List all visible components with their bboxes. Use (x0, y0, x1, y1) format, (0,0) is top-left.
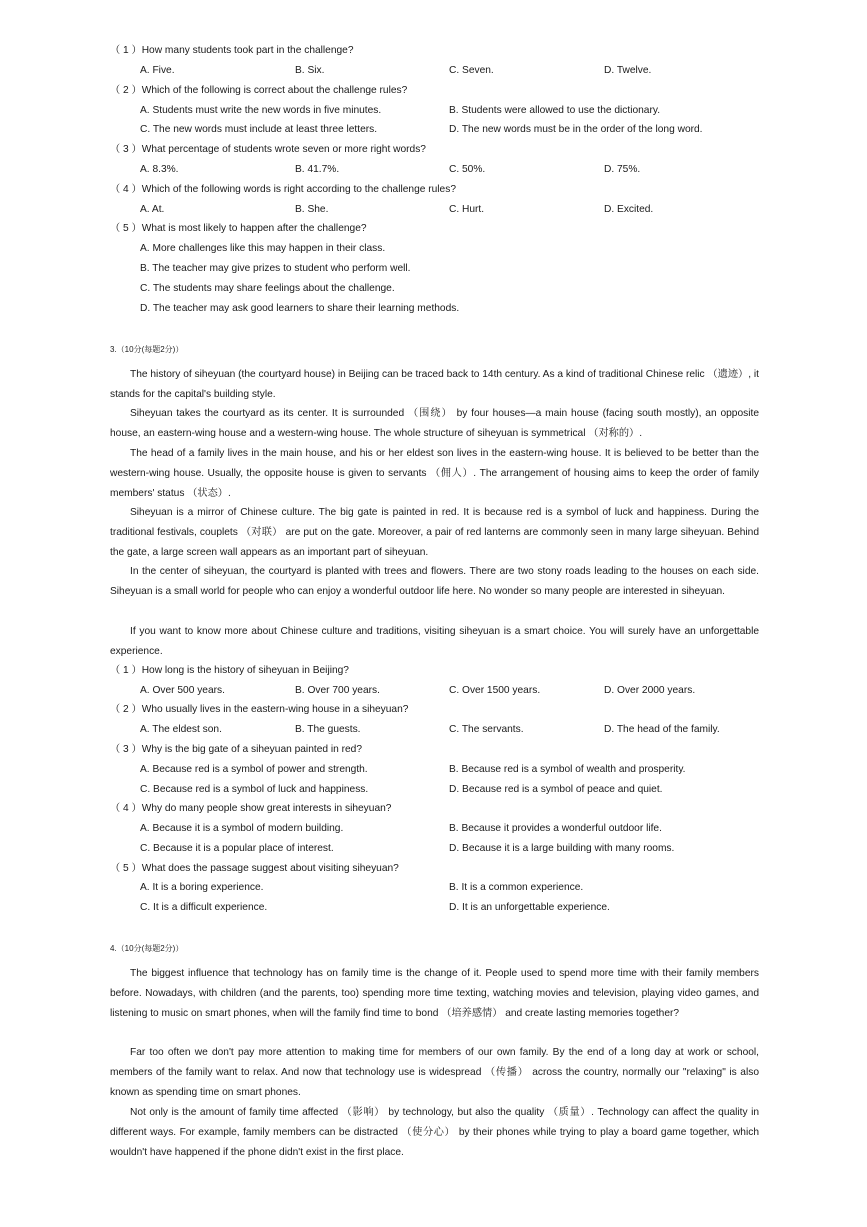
option-c: C. The servants. (449, 724, 524, 735)
paragraph: Far too often we don't pay more attention to making time for members of our own family. By the end of a long day at work or school, members of the family want to relax. And now that technology use is widespread （传播） across the country, normally our "relaxing" is also known as spending time on smart phones. (110, 1047, 759, 1098)
option-a: A. 8.3%. (140, 164, 179, 175)
option-c: C. It is a difficult experience. (140, 902, 268, 913)
option-d: D. Because red is a symbol of peace and quiet. (449, 784, 663, 795)
option-b: B. 41.7%. (295, 164, 340, 175)
option-a: A. Over 500 years. (140, 685, 225, 696)
option-b: B. Students were allowed to use the dictionary. (449, 105, 661, 116)
section-header: 4.（10分(每题2分)） (110, 944, 184, 953)
option-d: D. Because it is a large building with many rooms. (449, 843, 675, 854)
option-c: C. Over 1500 years. (449, 685, 541, 696)
option-a: A. Students must write the new words in five minutes. (140, 105, 382, 116)
paragraph: If you want to know more about Chinese culture and traditions, visiting siheyuan is a smart choice. You will surely have an unforgettable experience. (110, 626, 759, 657)
option-d: D. Over 2000 years. (604, 685, 696, 696)
option-b: B. Because red is a symbol of wealth and prosperity. (449, 764, 686, 775)
paragraph: Siheyuan is a mirror of Chinese culture. The big gate is painted in red. It is because red is a symbol of luck and happiness. During the traditional festivals, couplets （对联） are put on the gate. Moreover, a pair of red lanterns are commonly seen in many large siheyuan. Behind the gate, a large screen wall appears as an important part of siheyuan. (110, 507, 759, 558)
option-b: B. Six. (295, 65, 325, 76)
question-stem: （ 5 ）What does the passage suggest about visiting siheyuan? (110, 863, 399, 874)
paragraph: The history of siheyuan (the courtyard house) in Beijing can be traced back to 14th century. As a kind of traditional Chinese relic （遗迹）, it stands for the capital's building style. (110, 369, 759, 400)
question-stem: （ 2 ）Which of the following is correct about the challenge rules? (110, 85, 408, 96)
option-a: A. The eldest son. (140, 724, 222, 735)
paragraph: In the center of siheyuan, the courtyard is planted with trees and flowers. There are two stony roads leading to the houses on each side. Siheyuan is a small world for people who can enjoy a wonderful outdoor life here. No wonder so many people are interested in siheyuan. (110, 566, 759, 597)
option-b: B. The teacher may give prizes to student who perform well. (140, 263, 411, 274)
option-c: C. Seven. (449, 65, 494, 76)
paragraph: The biggest influence that technology has on family time is the change of it. People used to spend more time with their family members before. Nowadays, with children (and the parents, too) spending more time texting, watching movies and television, playing video games, and listening to music on smart phones, when will the family find time to bond （培养感情） and create lasting memories together? (110, 968, 759, 1019)
paragraph: Not only is the amount of family time affected （影响） by technology, but also the quality （质量）. Technology can affect the quality in different ways. For example, family members can be distracted （使分心） by their phones while trying to play a board game together, which wouldn't have happened if the phone didn't exist in the first place. (110, 1107, 759, 1158)
question-stem: （ 1 ）How long is the history of siheyuan in Beijing? (110, 665, 349, 676)
option-c: C. Hurt. (449, 204, 485, 215)
option-b: B. It is a common experience. (449, 882, 584, 893)
option-a: A. Because it is a symbol of modern building. (140, 823, 344, 834)
option-a: A. It is a boring experience. (140, 882, 264, 893)
option-d: D. The new words must be in the order of the long word. (449, 124, 703, 135)
option-a: A. More challenges like this may happen in their class. (140, 243, 386, 254)
option-c: C. Because it is a popular place of interest. (140, 843, 334, 854)
section-header: 3.（10分(每题2分)） (110, 345, 184, 354)
option-d: D. Excited. (604, 204, 654, 215)
option-a: A. Because red is a symbol of power and strength. (140, 764, 368, 775)
question-stem: （ 4 ）Why do many people show great interests in siheyuan? (110, 803, 392, 814)
option-d: D. The head of the family. (604, 724, 720, 735)
option-c: C. The students may share feelings about the challenge. (140, 283, 395, 294)
option-b: B. Over 700 years. (295, 685, 380, 696)
option-b: B. The guests. (295, 724, 361, 735)
question-stem: （ 2 ）Who usually lives in the eastern-wing house in a siheyuan? (110, 704, 409, 715)
option-c: C. The new words must include at least three letters. (140, 124, 378, 135)
option-d: D. It is an unforgettable experience. (449, 902, 610, 913)
question-stem: （ 5 ）What is most likely to happen after the challenge? (110, 223, 367, 234)
option-a: A. Five. (140, 65, 175, 76)
option-b: B. Because it provides a wonderful outdoor life. (449, 823, 662, 834)
option-d: D. 75%. (604, 164, 641, 175)
paragraph: The head of a family lives in the main house, and his or her eldest son lives in the eastern-wing house. It is believed to be better than the western-wing house. Usually, the opposite house is given to servants （佣人）. The arrangement of housing aims to keep the order of family members' status （状态）. (110, 448, 759, 499)
question-stem: （ 3 ）Why is the big gate of a siheyuan painted in red? (110, 744, 363, 755)
option-a: A. At. (140, 204, 165, 215)
option-c: C. 50%. (449, 164, 486, 175)
option-b: B. She. (295, 204, 329, 215)
question-stem: （ 1 ）How many students took part in the challenge? (110, 45, 354, 56)
question-stem: （ 3 ）What percentage of students wrote seven or more right words? (110, 144, 426, 155)
paragraph: Siheyuan takes the courtyard as its center. It is surrounded （围绕） by four houses—a main house (facing south mostly), an opposite house, an eastern-wing house and a western-wing house. The whole structure of siheyuan is symmetrical （对称的）. (110, 408, 759, 439)
option-c: C. Because red is a symbol of luck and happiness. (140, 784, 369, 795)
question-stem: （ 4 ）Which of the following words is right according to the challenge rules? (110, 184, 456, 195)
option-d: D. The teacher may ask good learners to share their learning methods. (140, 303, 460, 314)
option-d: D. Twelve. (604, 65, 652, 76)
